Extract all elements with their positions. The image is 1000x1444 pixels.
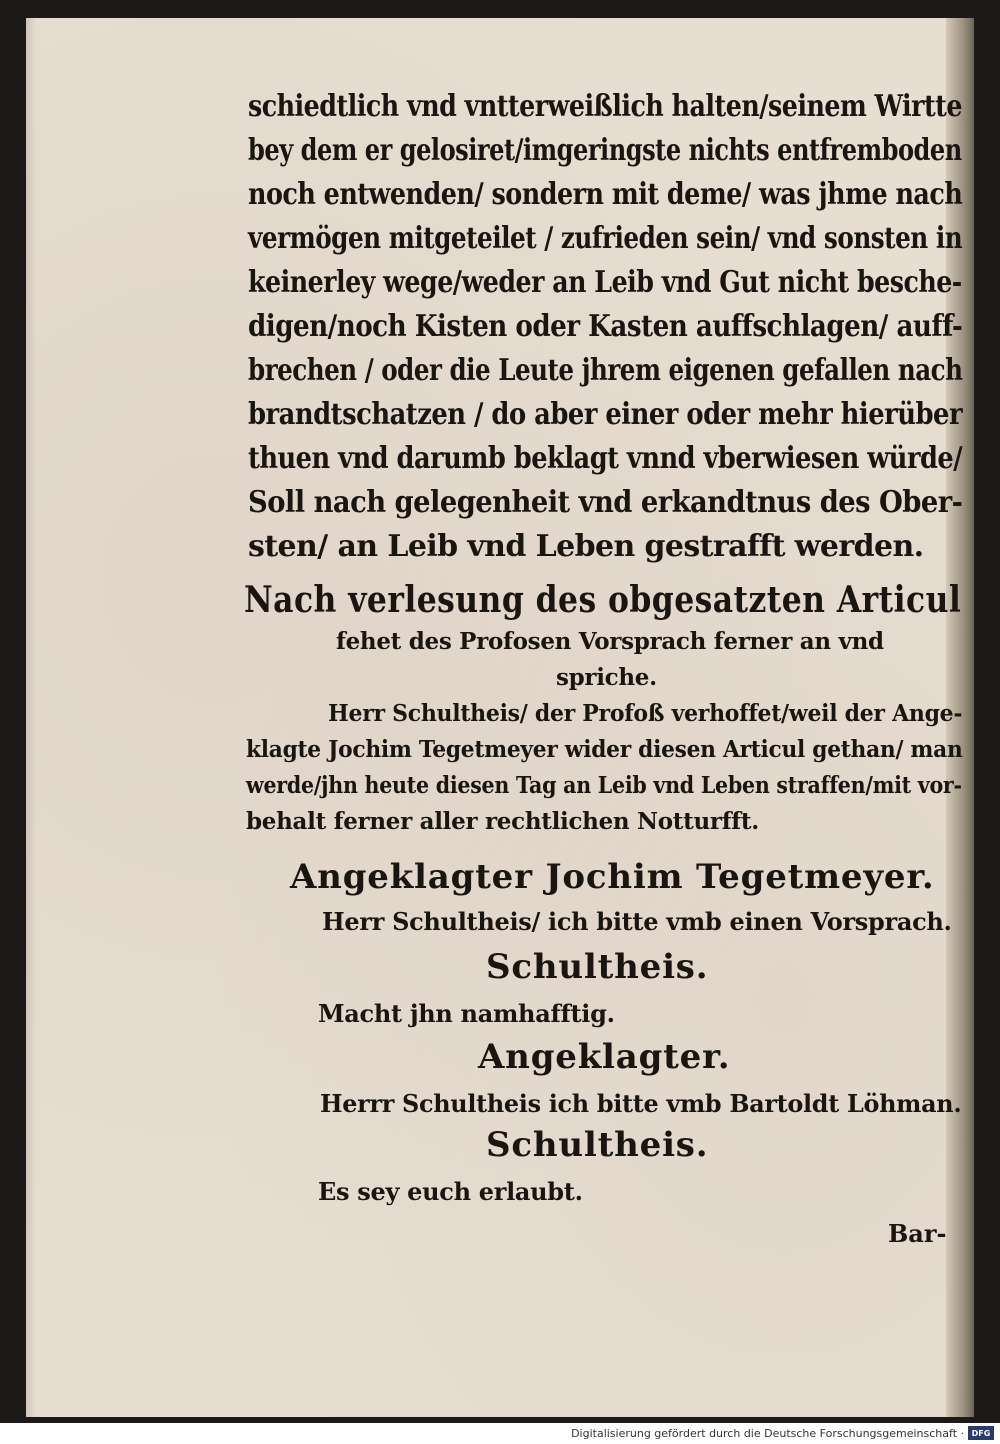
- body-line-1: schiedtlich vnd vntterweißlich halten/seinem Wirtte: [248, 89, 962, 124]
- speaker-accused-2: Angeklagter.: [478, 1037, 731, 1077]
- speech-schultheis-2: Es sey euch erlaubt.: [318, 1177, 583, 1206]
- speech-accused-1: Herr Schultheis/ ich bitte vmb einen Vorsprach.: [322, 907, 952, 936]
- body-line-6: digen/noch Kisten oder Kasten auffschlagen/ auff-: [248, 309, 963, 344]
- speech-accused-2: Herrr Schultheis ich bitte vmb Bartoldt Löhman.: [320, 1089, 962, 1118]
- speaker-accused-full: Angeklagter Jochim Tegetmeyer.: [290, 857, 935, 897]
- page-edge-shadow: [26, 18, 36, 1417]
- plea-line-4: behalt ferner aller rechtlichen Notturfft.: [246, 808, 759, 835]
- section-subheading-line-1: fehet des Profosen Vorsprach ferner an vnd: [336, 628, 884, 655]
- footer-bar: [0, 1423, 1000, 1444]
- speaker-schultheis-1: Schultheis.: [486, 947, 709, 987]
- catchword: Bar-: [888, 1219, 947, 1248]
- body-line-11: sten/ an Leib vnd Leben gestrafft werden.: [248, 529, 924, 564]
- plea-line-3: werde/jhn heute diesen Tag an Leib vnd Leben straffen/mit vor-: [246, 772, 962, 799]
- section-subheading-line-2: spriche.: [556, 664, 657, 691]
- speech-schultheis-1: Macht jhn namhafftig.: [318, 999, 615, 1028]
- plea-line-1: Herr Schultheis/ der Profoß verhoffet/weil der Ange-: [328, 700, 963, 727]
- dfg-logo: DFG: [968, 1426, 994, 1440]
- body-line-2: bey dem er gelosiret/imgeringste nichts entfremboden: [248, 133, 962, 168]
- plea-line-2: klagte Jochim Tegetmeyer wider diesen Articul gethan/ man: [246, 736, 963, 763]
- body-line-9: thuen vnd darumb beklagt vnnd vberwiesen würde/: [248, 441, 963, 476]
- footer-credit: Digitalisierung gefördert durch die Deutsche Forschungsgemeinschaft ·: [571, 1427, 964, 1440]
- body-line-10: Soll nach gelegenheit vnd erkandtnus des Ober-: [248, 485, 963, 520]
- section-heading: Nach verlesung des obgesatzten Articul: [244, 579, 962, 621]
- body-line-7: brechen / oder die Leute jhrem eigenen gefallen nach: [248, 353, 963, 388]
- body-line-4: vermögen mitgeteilet / zufrieden sein/ vnd sonsten in: [248, 221, 963, 256]
- body-line-8: brandtschatzen / do aber einer oder mehr hierüber: [248, 397, 963, 432]
- body-line-3: noch entwenden/ sondern mit deme/ was jhme nach: [248, 177, 963, 212]
- speaker-schultheis-2: Schultheis.: [486, 1125, 709, 1165]
- body-line-5: keinerley wege/weder an Leib vnd Gut nicht besche-: [248, 265, 962, 300]
